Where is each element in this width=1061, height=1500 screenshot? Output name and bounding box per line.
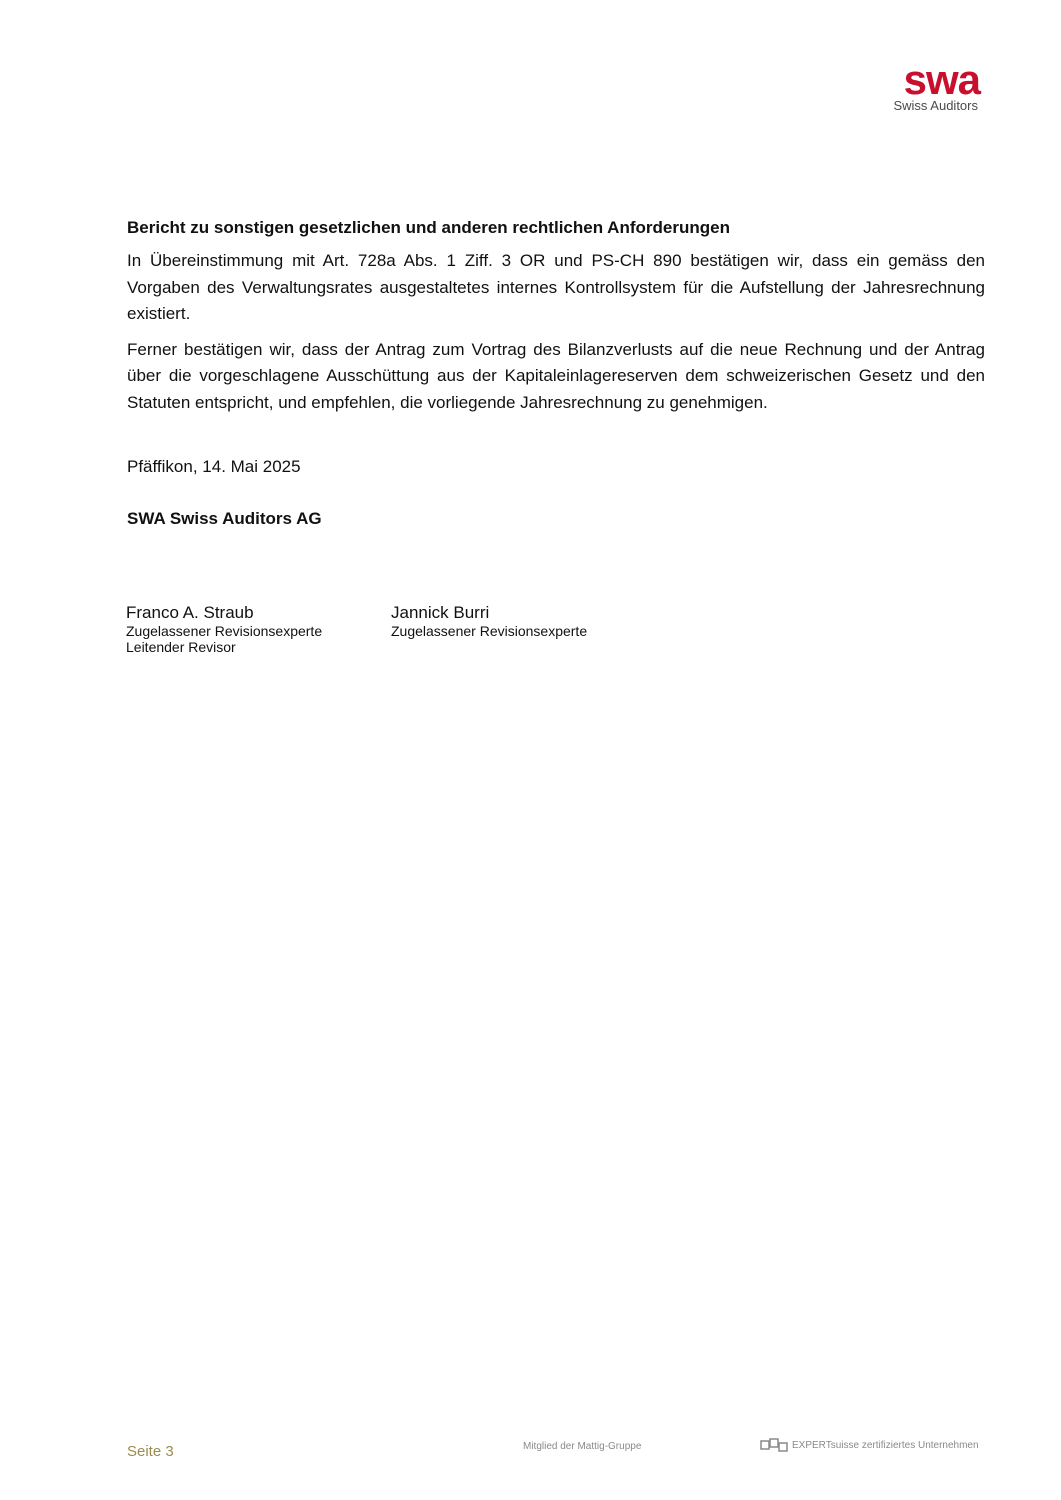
place-date: Pfäffikon, 14. Mai 2025: [127, 456, 301, 476]
report-body: [127, 216, 985, 532]
certification-badge: [760, 1438, 979, 1452]
membership-note: Mitglied der Mattig-Gruppe: [523, 1441, 642, 1452]
signature-block: [126, 603, 656, 655]
certification-text: EXPERTsuisse zertifiziertes Unternehmen: [792, 1439, 979, 1451]
signatory-title: Zugelassener Revisionsexperte: [391, 623, 588, 639]
page-number: Seite 3: [127, 1443, 174, 1460]
signatory-1: [126, 603, 391, 655]
section-heading: Bericht zu sonstigen gesetzlichen und anderen rechtlichen Anforderungen: [127, 218, 730, 237]
signatory-title: Zugelassener Revisionsexperte: [126, 623, 323, 639]
signatory-name: Jannick Burri: [391, 603, 490, 622]
paragraph-internal-control: In Übereinstimmung mit Art. 728a Abs. 1 Ziff. 3 OR und PS-CH 890 bestätigen wir, dass ein gemäss den Vorgaben des Verwaltungsrates ausgestaltetes internes Kontrollsystem für die Aufstellung der Jahresrechnung existiert.: [127, 251, 985, 324]
signatory-2: [391, 603, 656, 655]
paragraph-recommendation: Ferner bestätigen wir, dass der Antrag zum Vortrag des Bilanzverlusts auf die neue Rechnung und der Antrag über die vorgeschlagene Ausschüttung aus der Kapitaleinlagereserven dem schweizerischen Gesetz und den Statuten entspricht, und empfehlen, die vorliegende Jahresrechnung zu genehmigen.: [127, 339, 985, 412]
signatory-name: Franco A. Straub: [126, 603, 254, 622]
company-name: SWA Swiss Auditors AG: [127, 508, 322, 528]
signatory-role: Leitender Revisor: [126, 639, 236, 655]
logo-mark: swa: [903, 56, 980, 103]
expertsuisse-icon: [760, 1438, 788, 1452]
logo-subtitle: Swiss Auditors: [893, 98, 978, 113]
swa-logo: [878, 56, 990, 116]
